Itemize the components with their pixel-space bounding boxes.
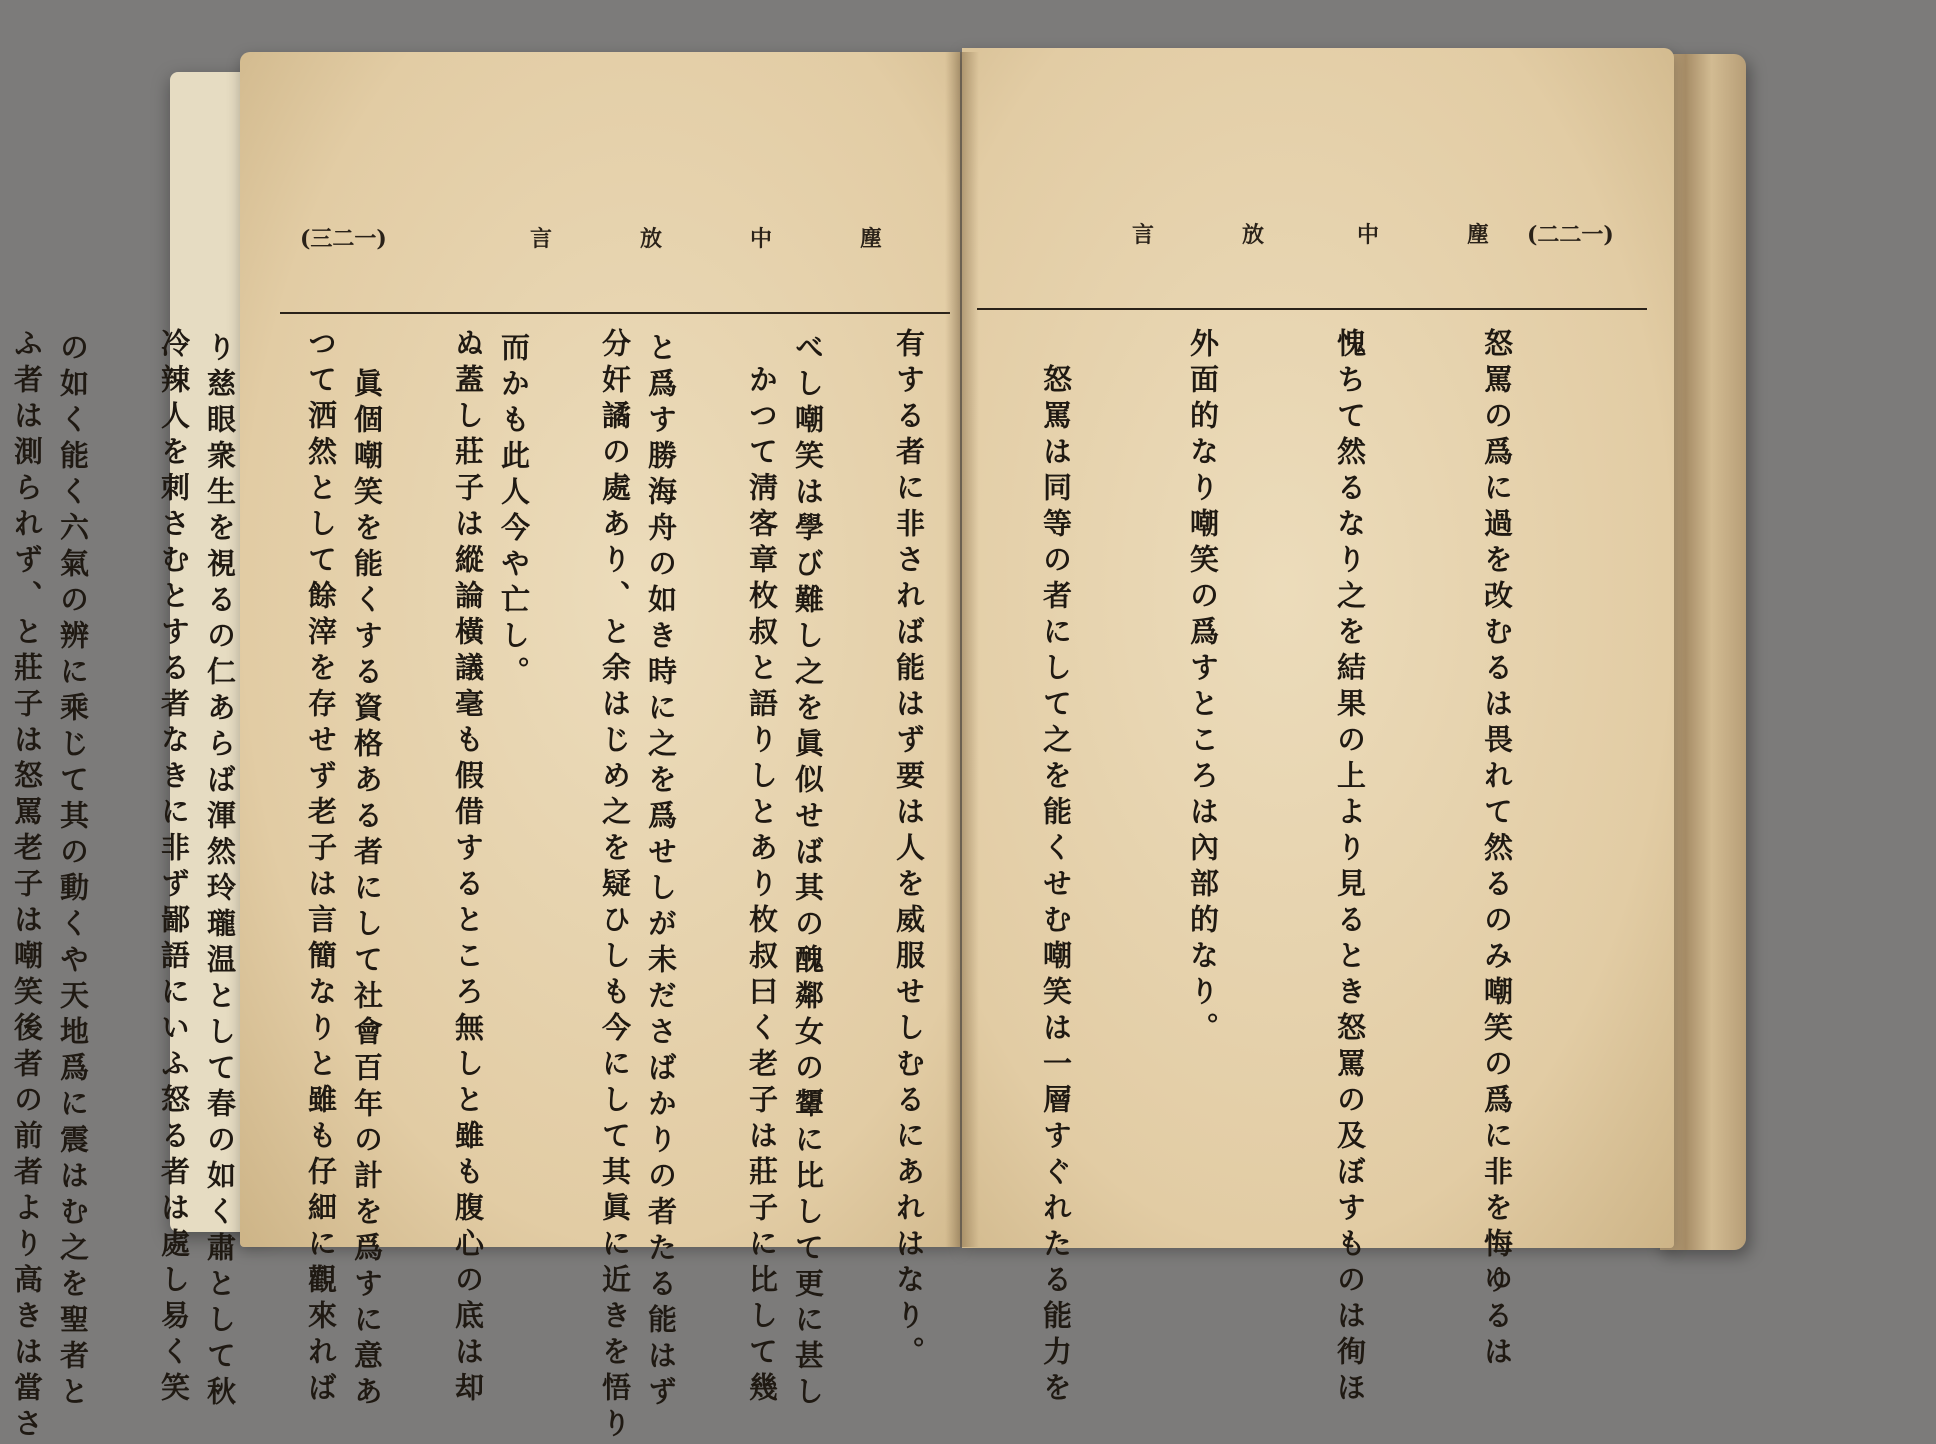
text-column: 眞個嘲笑を能くする資格ある者にして社會百年の計を爲すに意あ <box>350 332 384 1412</box>
right-header-rule <box>977 308 1647 310</box>
text-column: 怒罵の爲に過を改むるは畏れて然るのみ嘲笑の爲に非を悔ゆるは <box>1480 328 1514 1372</box>
right-header-title-char-3: 中 <box>1357 222 1380 248</box>
text-column: り慈眼衆生を視るの仁あらば渾然玲瓏温として春の如く肅として秋 <box>203 332 237 1412</box>
left-header-rule <box>280 312 950 314</box>
left-header-title-char-4: 塵 <box>860 226 883 252</box>
text-column: 有する者に非されば能はず要は人を威服せしむるにあれはなり。 <box>892 328 926 1372</box>
left-header-title-char-3: 中 <box>750 226 773 252</box>
right-header-title-char-2: 放 <box>1242 222 1265 248</box>
left-header-title-char-1: 言 <box>530 226 553 252</box>
text-column: つて洒然として餘滓を存せず老子は言簡なりと雖も仔細に觀來れば <box>304 328 338 1408</box>
text-column: べし嘲笑は學び難し之を眞似せば其の醜鄰女の顰に比して更に甚し <box>791 332 825 1412</box>
text-column: ふ者は測られず、と莊子は怒罵老子は嘲笑後者の前者より高きは當さ <box>10 328 44 1444</box>
text-column: と爲す勝海舟の如き時に之を爲せしが未ださばかりの者たる能はず <box>644 332 678 1412</box>
text-column: 外面的なり嘲笑の爲すところは內部的なり。 <box>1186 328 1220 1048</box>
text-column: の如く能く六氣の辨に乘じて其の動くや天地爲に震はむ之を聖者と <box>56 332 90 1412</box>
text-column: 怒罵は同等の者にして之を能くせむ嘲笑は一層すぐれたる能力を <box>1039 328 1073 1408</box>
right-page-number: (二二一) <box>1527 222 1614 248</box>
text-column: 分奸譎の處あり、と余はじめ之を疑ひしも今にして其眞に近きを悟り <box>598 328 632 1444</box>
right-header-title-char-1: 言 <box>1132 222 1155 248</box>
right-header-title-char-4: 塵 <box>1467 222 1490 248</box>
left-header-title-char-2: 放 <box>640 226 663 252</box>
text-column: かつて淸客章枚叔と語りしとあり枚叔曰く老子は莊子に比して幾 <box>745 328 779 1408</box>
text-column: 愧ちて然るなり之を結果の上より見るとき怒罵の及ぼすものは徇ほ <box>1333 328 1367 1408</box>
left-page-number: (三二一) <box>300 226 387 252</box>
text-column: 而かも此人今や亡し。 <box>497 332 531 692</box>
right-page-header <box>992 218 1632 268</box>
left-page-header <box>300 222 920 272</box>
text-column: 冷辣人を刺さむとする者なきに非ず鄙語にいふ怒る者は處し易く笑 <box>157 328 191 1408</box>
text-column: ぬ蓋し莊子は縱論橫議毫も假借するところ無しと雖も腹心の底は却 <box>451 328 485 1408</box>
